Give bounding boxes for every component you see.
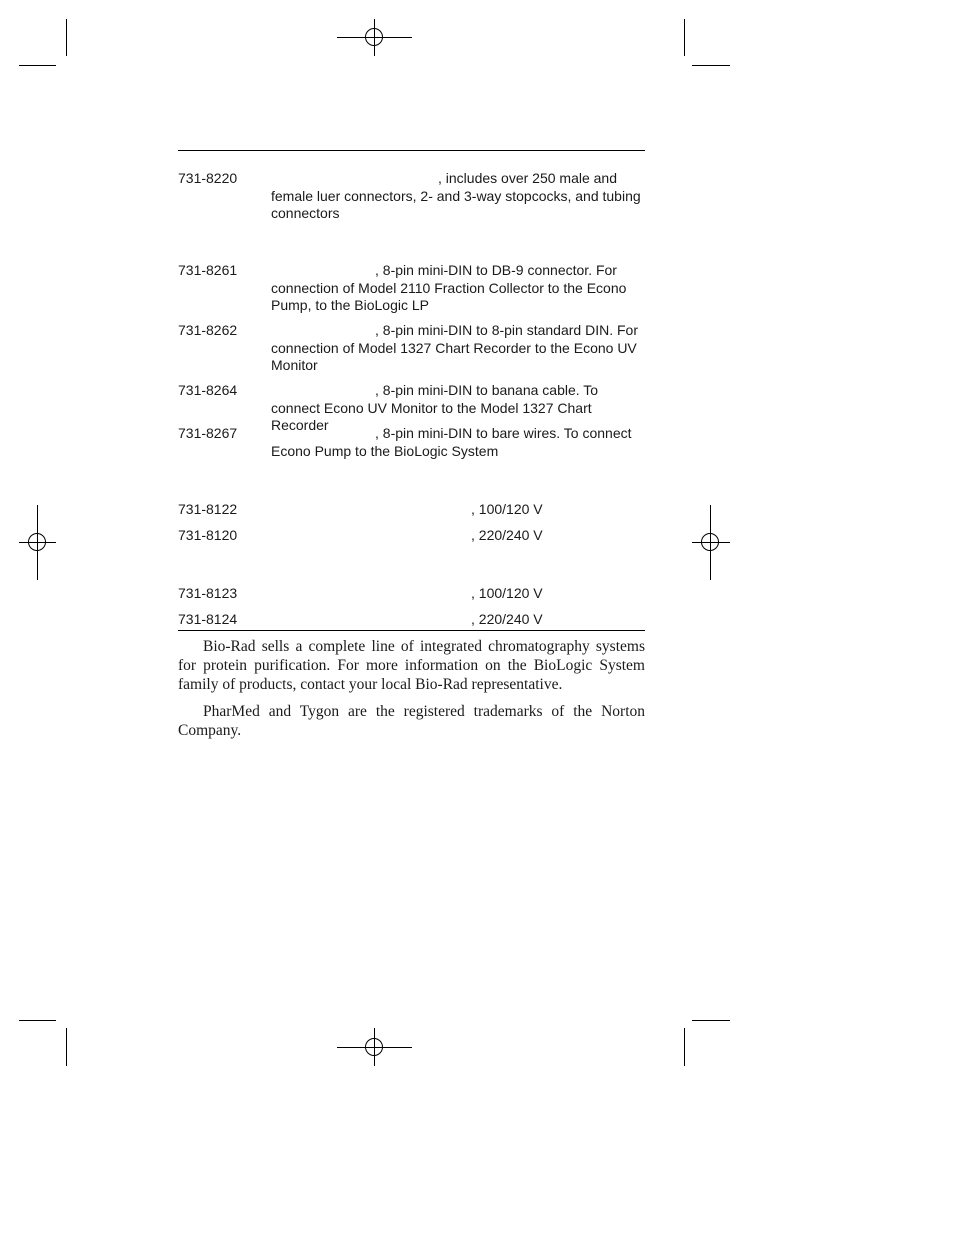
crop-mark	[692, 1020, 730, 1021]
item-description: , 8-pin mini-DIN to banana cable. To connect Econo UV Monitor to the Model 1327 Chart Recorder	[271, 382, 599, 433]
crop-mark	[684, 1028, 685, 1066]
registration-mark	[701, 533, 719, 551]
catalog-number: 731-8123	[178, 585, 238, 601]
registration-mark	[365, 28, 383, 46]
table-top-rule	[178, 150, 645, 151]
crop-mark	[66, 19, 67, 56]
trademark-paragraph: PharMed and Tygon are the registered trademarks of the Norton Company.	[178, 703, 645, 739]
item-description: , 8-pin mini-DIN to bare wires. To connect Econo Pump to the BioLogic System	[271, 425, 632, 459]
item-voltage: , 100/120 V	[471, 501, 543, 517]
table-bottom-rule	[178, 630, 645, 631]
catalog-number: 731-8124	[178, 611, 238, 627]
crop-mark	[19, 65, 56, 66]
item-voltage: , 100/120 V	[471, 585, 543, 601]
crop-mark	[66, 1028, 67, 1066]
catalog-number: 731-8262	[178, 322, 238, 338]
catalog-number: 731-8264	[178, 382, 238, 398]
registration-mark	[28, 533, 46, 551]
item-description: , 8-pin mini-DIN to DB-9 connector. For connection of Model 2110 Fraction Collector to the Econo Pump, to the BioLogic LP	[271, 262, 627, 313]
crop-mark	[692, 65, 730, 66]
catalog-number: 731-8120	[178, 527, 238, 543]
catalog-number: 731-8261	[178, 262, 238, 278]
catalog-number: 731-8220	[178, 170, 238, 186]
registration-mark	[365, 1038, 383, 1056]
catalog-number: 731-8267	[178, 425, 238, 441]
item-description: , 8-pin mini-DIN to 8-pin standard DIN. For connection of Model 1327 Chart Recorder to the Econo UV Monitor	[271, 322, 638, 373]
info-paragraph: Bio-Rad sells a complete line of integrated chromatography systems for protein purification. For more information on the BioLogic System family of products, contact your local Bio-Rad representative.	[178, 638, 645, 693]
catalog-number: 731-8122	[178, 501, 238, 517]
item-voltage: , 220/240 V	[471, 611, 543, 627]
item-description: , includes over 250 male and female luer connectors, 2- and 3-way stopcocks, and tubing connectors	[271, 170, 641, 221]
crop-mark	[19, 1020, 56, 1021]
crop-mark	[684, 19, 685, 56]
item-voltage: , 220/240 V	[471, 527, 543, 543]
